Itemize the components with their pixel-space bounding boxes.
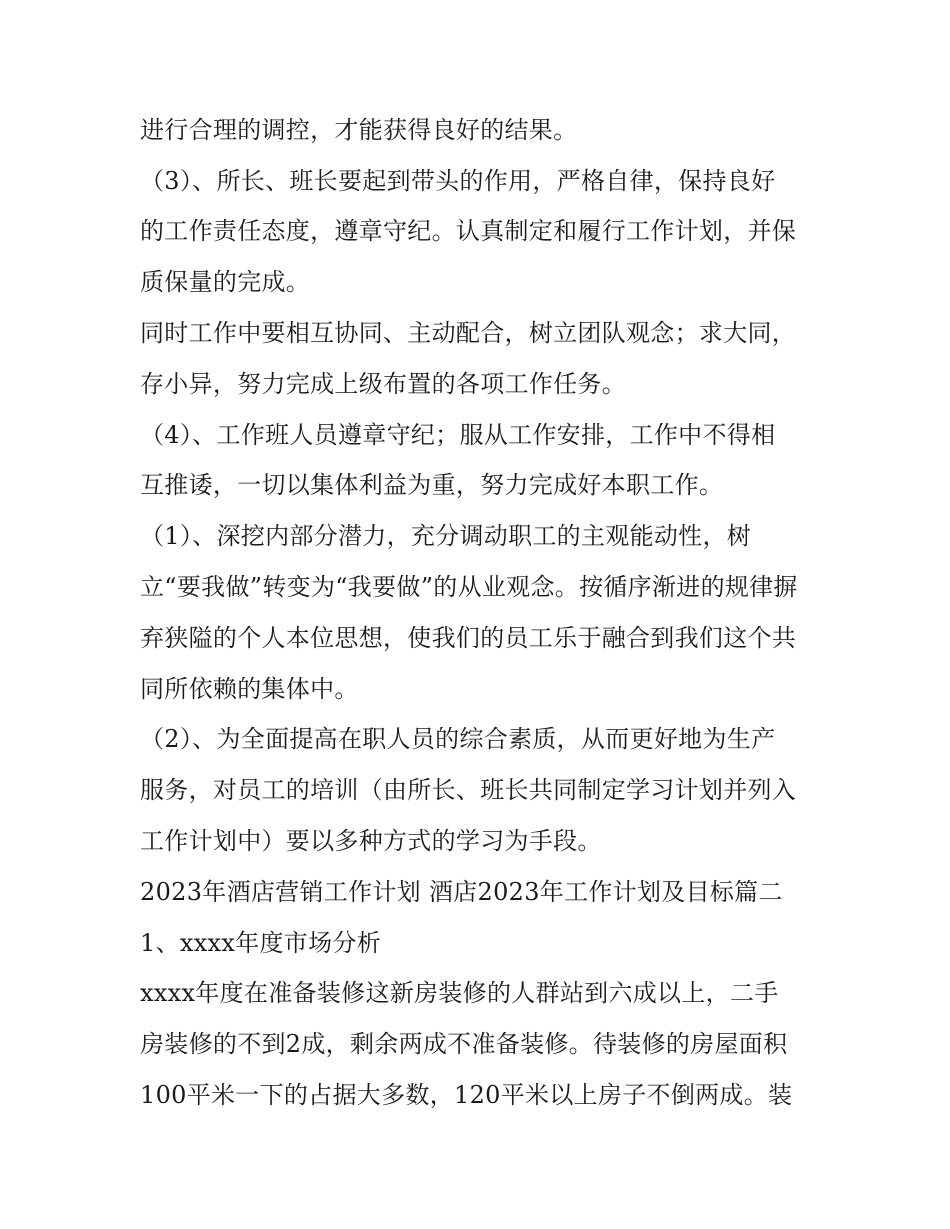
text-line: 弃狭隘的个人本位思想，使我们的员工乐于融合到我们这个共	[140, 624, 797, 652]
text-line: xxxx年度在准备装修这新房装修的人群站到六成以上，二手	[140, 979, 779, 1007]
text-line: 立“要我做”转变为“我要做”的从业观念。按循序渐进的规律摒	[140, 573, 798, 601]
text-line: （1）、深挖内部分潜力，充分调动职工的主观能动性，树	[140, 522, 752, 550]
text-line: 100平米一下的占据大多数，120平米以上房子不倒两成。装	[140, 1081, 793, 1109]
text-line: 房装修的不到2成，剩余两成不准备装修。待装修的房屋面积	[140, 1030, 788, 1058]
text-line: 同时工作中要相互协同、主动配合，树立团队观念；求大同，	[140, 319, 797, 347]
section-heading: 2023年酒店营销工作计划 酒店2023年工作计划及目标篇二	[140, 878, 783, 906]
text-line: 质保量的完成。	[140, 268, 311, 296]
text-line: 同所依赖的集体中。	[140, 675, 359, 703]
text-line: 服务，对员工的培训（由所长、班长共同制定学习计划并列入	[140, 776, 797, 804]
text-line: （4）、工作班人员遵章守纪；服从工作安排，工作中不得相	[140, 421, 776, 449]
text-line: 互推诿，一切以集体利益为重，努力完成好本职工作。	[140, 471, 724, 499]
text-line: （2）、为全面提高在职人员的综合素质，从而更好地为生产	[140, 725, 776, 753]
text-line: 工作计划中）要以多种方式的学习为手段。	[140, 827, 602, 855]
subheading: 1、xxxx年度市场分析	[140, 929, 382, 957]
text-line: 存小异，努力完成上级布置的各项工作任务。	[140, 370, 626, 398]
text-line: 进行合理的调控，才能获得良好的结果。	[140, 116, 578, 144]
text-line: （3）、所长、班长要起到带头的作用，严格自律，保持良好	[140, 167, 776, 195]
text-line: 的工作责任态度，遵章守纪。认真制定和履行工作计划，并保	[140, 217, 797, 245]
